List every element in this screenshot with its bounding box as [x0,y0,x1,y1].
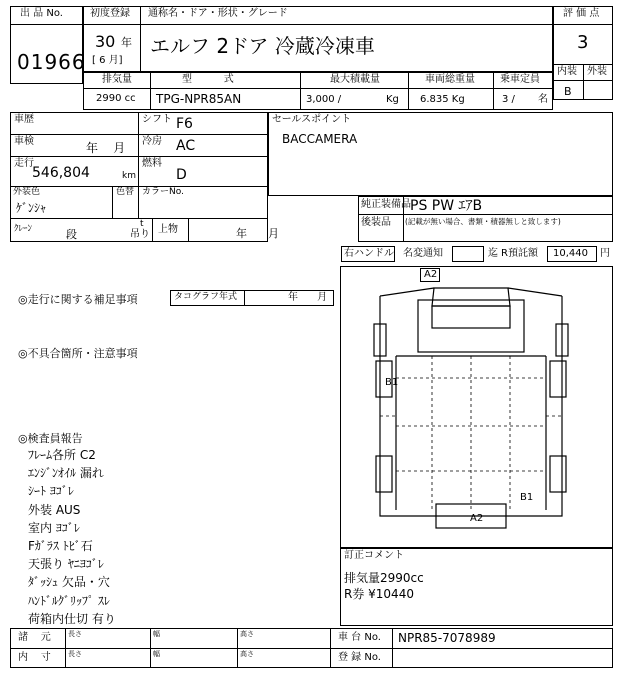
genuine-equipment-label: 純正装備品 [361,199,411,210]
color-no-label: カラーNo. [142,187,184,197]
upper-body-label: 上物 [158,224,178,235]
inspector-report-item: Fｶﾞﾗｽ ﾄﾋﾞ石 [28,539,93,553]
aftermarket-note: (記載が無い場合、書類・積器無しと致します) [405,217,561,226]
inspector-report-label: ◎検査員報告 [18,432,83,445]
inspector-report-item: ｴﾝｼﾞﾝｵｲﾙ 漏れ [28,466,104,481]
divider [10,156,268,157]
divider [150,72,151,110]
divider [237,628,238,668]
shift-label: シフト [142,114,172,125]
car-name-label: 通称名・ドア・形状・グレード [148,8,288,19]
divider [140,6,141,72]
chassis-label: 車 台 No. [338,632,381,643]
name-change-label: 名変通知 [403,248,443,259]
mileage-value: 546,804 [32,165,90,181]
recycle-label: R預託額 [501,248,538,259]
exterior-color-value: ｹﾞﾝｼｬ [16,201,47,215]
sales-point-label: セールスポイント [272,114,352,125]
model-label: 型 式 [182,74,234,85]
reg-year-unit: 年 [121,36,132,49]
car-name: エルフ 2ドア 冷蔵冷凍車 [150,34,375,58]
max-load-label: 最大積載量 [330,74,380,85]
color-change-label: 色替 [116,187,135,197]
divider [83,24,553,25]
divider [244,290,245,306]
divider [330,628,331,668]
capacity-value: 3 / [502,94,515,105]
capacity-label: 乗車定員 [500,74,540,85]
height-label: 高さ [240,650,254,658]
divider [10,24,83,25]
crane-lift: 吊り [130,229,150,240]
inspection-value: 年 月 [86,141,126,155]
inner-dimensions-label: 内 寸 [18,652,51,663]
divider [83,88,553,89]
damage-mark-left: B1 [385,377,399,388]
tachograph-label: タコグラフ年式 [174,292,238,302]
ac-value: AC [176,138,196,154]
divider [10,134,268,135]
score-label: 評 価 点 [563,8,600,19]
divider [112,186,113,218]
genuine-equipment-value: PS PW ｴｱB [410,198,483,214]
divider [138,186,139,218]
inspector-report-item: ﾀﾞｯｼｭ 欠品・穴 [28,575,110,590]
capacity-unit: 名 [538,94,548,105]
defects-label: ◎不具合箇所・注意事項 [18,347,138,360]
divider [553,24,613,25]
length-label: 長さ [68,650,82,658]
divider [65,628,66,668]
divider [10,186,268,187]
divider [553,80,613,81]
gross-weight-value: 6.835 Kg [420,94,465,105]
fuel-value: D [176,167,187,183]
displacement-label: 排気量 [102,74,132,85]
name-change-box [452,246,484,262]
fuel-label: 燃料 [142,158,162,169]
divider [583,64,584,100]
mileage-unit: km [122,171,136,181]
interior-label: 内装 [557,66,577,77]
height-label: 高さ [240,630,254,638]
inspector-report-item: 荷箱内仕切 有り [28,611,116,626]
first-registration-label: 初度登録 [90,8,130,19]
divider [300,72,301,110]
divider [10,218,268,219]
divider [188,218,189,242]
lot-number: 01966 [17,50,86,74]
inspector-report-item: 外装 AUS [28,502,81,517]
correction-line-2: R券 ¥10440 [344,587,414,601]
damage-mark-right: B1 [520,492,534,503]
gross-weight-label: 車両総重量 [425,74,475,85]
inspector-report-item: ﾊﾝﾄﾞﾙｸﾞﾘｯﾌﾟ ｽﾚ [28,593,110,608]
yen-label: 円 [600,248,610,259]
history-label: 車歴 [14,114,34,125]
width-label: 幅 [153,630,160,638]
tachograph-value: 年 月 [288,292,328,303]
divider [392,628,393,668]
correction-label: 訂正コメント [344,550,404,561]
mileage-label: 走行 [14,158,34,169]
chassis-number: NPR85-7078989 [398,631,496,645]
reg-year: 30 [95,32,116,51]
width-label: 幅 [153,650,160,658]
aftermarket-label: 後装品 [361,217,391,228]
crane-label: ｸﾚｰﾝ [14,224,33,234]
divider [152,218,153,242]
interior-grade: B [564,85,572,98]
divider [150,628,151,668]
divider [358,214,613,215]
max-load-unit: Kg [386,94,399,105]
divider [408,72,409,110]
exterior-color-label: 外装色 [13,187,41,197]
score-value: 3 [577,32,589,53]
max-load-value: 3,000 / [306,94,342,105]
inspector-report-item: ﾌﾚｰﾑ各所 C2 [28,448,96,462]
displacement-value: 2990 cc [96,93,136,104]
lot-no-label: 出 品 No. [20,8,63,19]
divider [138,112,139,186]
divider [10,648,613,649]
inspector-report-item: 天張り ﾔﾆﾖｺﾞﾚ [28,557,104,572]
right-hand-label: 右ハンドル [344,248,394,259]
shift-value: F6 [176,116,193,132]
exterior-label: 外装 [587,66,607,77]
inspection-label: 車検 [14,136,34,147]
model-value: TPG-NPR85AN [156,92,242,106]
correction-line-1: 排気量2990cc [344,571,424,585]
specs-label: 諸 元 [18,632,51,643]
crane-stage: 段 [66,228,77,241]
ac-label: 冷房 [142,136,162,147]
inspector-report-item: 室内 ﾖｺﾞﾚ [28,520,80,535]
recycle-value: 10,440 [553,248,588,259]
upper-body-value: 年 月 [236,227,279,240]
damage-mark-front: A2 [424,269,438,280]
sales-point-value: BACCAMERA [282,132,358,146]
registration-label: 登 録 No. [338,652,381,663]
due-label: 迄 [488,248,498,259]
divider [493,72,494,110]
damage-mark-rear: A2 [470,513,484,524]
reg-month: [ 6 月] [92,55,123,66]
crane-ton: t [140,219,144,229]
damage-diagram [340,266,613,548]
driving-notes-label: ◎走行に関する補足事項 [18,293,138,306]
length-label: 長さ [68,630,82,638]
inspector-report-item: ｼｰﾄ ﾖｺﾞﾚ [28,484,74,499]
